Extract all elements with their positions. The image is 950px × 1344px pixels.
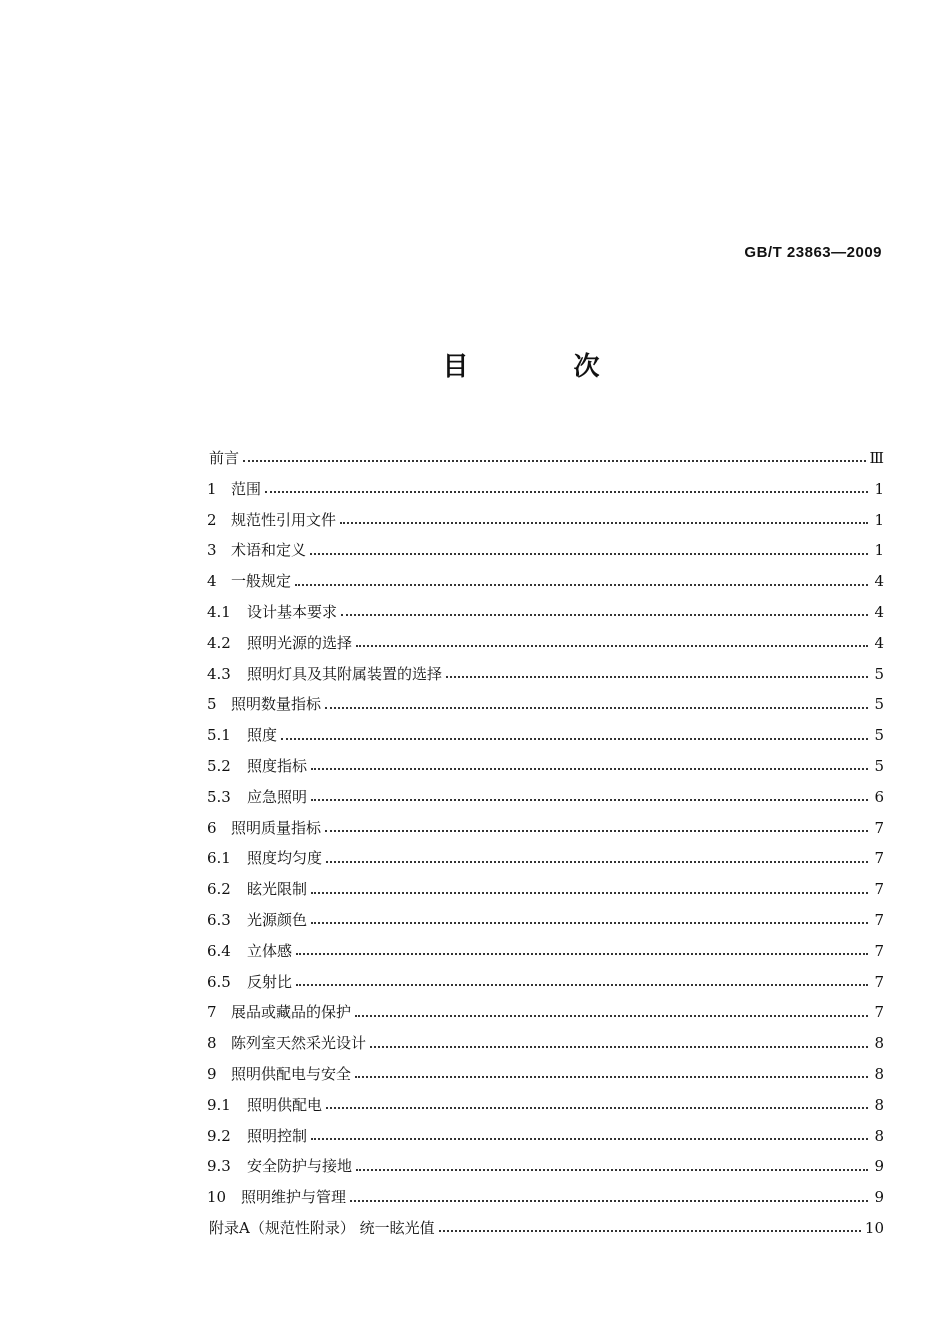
- toc-entry-page: 8: [874, 1034, 884, 1053]
- toc-entry-page: 7: [874, 818, 884, 837]
- dot-leader: [310, 553, 868, 555]
- dot-leader: [325, 707, 868, 709]
- toc-entry-label: 范围: [231, 479, 262, 498]
- toc-entry[interactable]: [207, 751, 884, 782]
- dot-leader: [325, 830, 868, 832]
- toc-entry-page: 8: [874, 1095, 884, 1114]
- toc-entry-page: 9: [874, 1157, 884, 1176]
- table-of-contents: [207, 443, 884, 1244]
- toc-entry-label: 光源颜色: [247, 910, 308, 929]
- toc-entry-page: 5: [874, 726, 884, 745]
- toc-entry-page: 7: [874, 1003, 884, 1022]
- toc-entry[interactable]: [207, 967, 884, 998]
- toc-entry-number: 4.1: [207, 602, 231, 621]
- toc-entry[interactable]: [207, 813, 884, 844]
- dot-leader: [370, 1046, 868, 1048]
- toc-entry-number: 7: [207, 1003, 217, 1022]
- toc-entry-page: 4: [874, 572, 884, 591]
- toc-entry-page: 4: [874, 633, 884, 652]
- toc-entry-page: 7: [874, 849, 884, 868]
- toc-entry-number: 4.3: [207, 664, 231, 683]
- toc-entry-label: 照度均匀度: [247, 849, 323, 868]
- toc-entry-label: 一般规定: [231, 572, 292, 591]
- toc-entry[interactable]: [207, 659, 884, 690]
- toc-entry-page: 9: [874, 1188, 884, 1207]
- toc-title: 目 次: [442, 352, 648, 382]
- toc-entry-number: 5.2: [207, 756, 231, 775]
- dot-leader: [296, 984, 868, 986]
- toc-entry-number: 2: [207, 510, 217, 529]
- toc-entry-number: 3: [207, 541, 217, 560]
- toc-entry-number: 5.1: [207, 726, 231, 745]
- toc-entry-label: 前言: [209, 449, 240, 467]
- toc-entry-label: 照明数量指标: [231, 695, 322, 714]
- dot-leader: [326, 1107, 868, 1109]
- dot-leader: [311, 922, 868, 924]
- toc-entry-label: 应急照明: [247, 787, 308, 806]
- toc-entry[interactable]: [207, 443, 884, 474]
- dot-leader: [243, 460, 866, 462]
- toc-entry-number: 5: [207, 695, 217, 714]
- dot-leader: [340, 522, 868, 524]
- toc-entry-label: 照明灯具及其附属装置的选择: [247, 664, 443, 683]
- toc-entry-number: 6.1: [207, 849, 231, 868]
- toc-entry-label: 安全防护与接地: [247, 1157, 353, 1176]
- toc-entry-label: 立体感: [247, 941, 293, 960]
- toc-entry-number: 4.2: [207, 633, 231, 652]
- toc-entry-label: 眩光限制: [247, 880, 308, 899]
- toc-entry-number: 6.4: [207, 941, 231, 960]
- toc-entry-label: 反射比: [247, 972, 293, 991]
- toc-entry-label: 展品或藏品的保护: [231, 1003, 352, 1022]
- toc-entry[interactable]: [207, 1028, 884, 1059]
- toc-entry-label: 照明光源的选择: [247, 633, 353, 652]
- dot-leader: [356, 645, 868, 647]
- toc-entry[interactable]: [207, 874, 884, 905]
- toc-entry-number: 5.3: [207, 787, 231, 806]
- toc-entry-label: 照明维护与管理: [241, 1188, 347, 1207]
- toc-entry-number: 6.3: [207, 910, 231, 929]
- toc-entry-number: 10: [207, 1188, 227, 1207]
- toc-entry-page: 1: [874, 541, 884, 560]
- dot-leader: [355, 1015, 868, 1017]
- toc-entry-number: 4: [207, 572, 217, 591]
- toc-entry[interactable]: [207, 1090, 884, 1121]
- dot-leader: [326, 861, 868, 863]
- toc-entry-page: 4: [874, 602, 884, 621]
- toc-entry[interactable]: [207, 474, 884, 505]
- dot-leader: [311, 892, 868, 894]
- toc-entry-page: 7: [874, 880, 884, 899]
- toc-entry[interactable]: [207, 997, 884, 1028]
- toc-entry[interactable]: [207, 566, 884, 597]
- toc-entry-label: 照度: [247, 726, 278, 745]
- toc-entry[interactable]: [207, 782, 884, 813]
- toc-entry-label: 照明控制: [247, 1126, 308, 1145]
- dot-leader: [311, 799, 868, 801]
- toc-entry-page: Ⅲ: [869, 449, 884, 467]
- toc-entry-number: 6.2: [207, 880, 231, 899]
- dot-leader: [356, 1169, 868, 1171]
- toc-entry[interactable]: [207, 1182, 884, 1213]
- toc-entry-page: 8: [874, 1126, 884, 1145]
- toc-entry-number: 8: [207, 1034, 217, 1053]
- dot-leader: [355, 1076, 868, 1078]
- dot-leader: [439, 1230, 861, 1232]
- dot-leader: [311, 768, 868, 770]
- dot-leader: [350, 1200, 868, 1202]
- toc-entry-number: 6: [207, 818, 217, 837]
- toc-entry[interactable]: [207, 1121, 884, 1152]
- toc-entry-label: 附录A（规范性附录） 统一眩光值: [209, 1218, 435, 1237]
- toc-entry-label: 照明供配电与安全: [231, 1064, 352, 1083]
- toc-entry[interactable]: [207, 597, 884, 628]
- toc-entry[interactable]: [207, 1059, 884, 1090]
- dot-leader: [446, 676, 868, 678]
- toc-entry-label: 规范性引用文件: [231, 510, 337, 529]
- toc-entry-page: 5: [874, 695, 884, 714]
- dot-leader: [295, 584, 868, 586]
- toc-entry-page: 5: [874, 664, 884, 683]
- toc-entry-number: 9.1: [207, 1095, 231, 1114]
- toc-entry-number: 9.2: [207, 1126, 231, 1145]
- toc-entry-page: 10: [864, 1218, 884, 1237]
- toc-entry[interactable]: [207, 535, 884, 566]
- toc-entry-page: 8: [874, 1064, 884, 1083]
- toc-entry-number: 9: [207, 1064, 217, 1083]
- toc-entry-page: 5: [874, 756, 884, 775]
- dot-leader: [296, 953, 868, 955]
- toc-entry-page: 7: [874, 972, 884, 991]
- toc-entry[interactable]: [207, 689, 884, 720]
- toc-entry-page: 1: [874, 510, 884, 529]
- toc-entry[interactable]: [207, 843, 884, 874]
- toc-entry-number: 6.5: [207, 972, 231, 991]
- dot-leader: [341, 614, 868, 616]
- toc-entry[interactable]: [207, 936, 884, 967]
- toc-entry[interactable]: [207, 720, 884, 751]
- toc-entry-label: 设计基本要求: [247, 602, 338, 621]
- toc-entry-page: 1: [874, 479, 884, 498]
- toc-entry-page: 6: [874, 787, 884, 806]
- toc-entry-page: 7: [874, 941, 884, 960]
- toc-entry-number: 1: [207, 479, 217, 498]
- toc-entry-label: 陈列室天然采光设计: [231, 1034, 367, 1053]
- toc-entry-label: 术语和定义: [231, 541, 307, 560]
- dot-leader: [311, 1138, 868, 1140]
- standard-code: GB/T 23863—2009: [744, 244, 882, 261]
- toc-entry-number: 9.3: [207, 1157, 231, 1176]
- dot-leader: [265, 491, 868, 493]
- toc-entry-page: 7: [874, 910, 884, 929]
- dot-leader: [281, 738, 868, 740]
- toc-entry[interactable]: [207, 628, 884, 659]
- toc-entry[interactable]: [207, 505, 884, 536]
- toc-entry[interactable]: [207, 905, 884, 936]
- toc-entry[interactable]: [207, 1151, 884, 1182]
- toc-entry-label: 照度指标: [247, 756, 308, 775]
- toc-entry-label: 照明质量指标: [231, 818, 322, 837]
- toc-entry[interactable]: [207, 1213, 884, 1244]
- toc-entry-label: 照明供配电: [247, 1095, 323, 1114]
